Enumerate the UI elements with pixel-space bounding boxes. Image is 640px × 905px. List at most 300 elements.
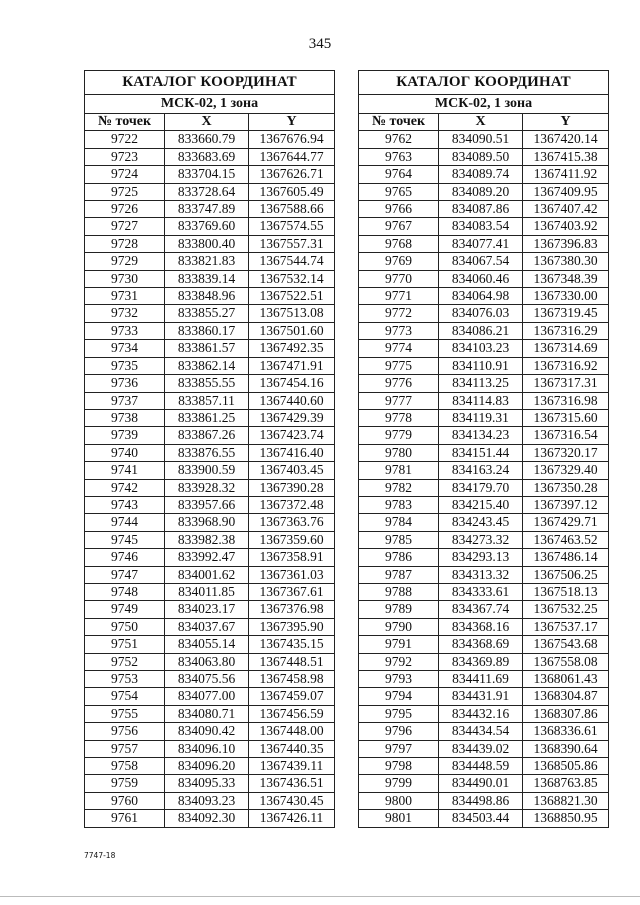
table-row	[85, 409, 335, 426]
x-coordinate: 833860.17	[165, 322, 249, 339]
y-coordinate: 1367403.92	[523, 218, 609, 235]
y-coordinate: 1368304.87	[523, 688, 609, 705]
y-coordinate: 1367415.38	[523, 148, 609, 165]
table-row	[85, 357, 335, 374]
table-title: КАТАЛОГ КООРДИНАТ	[359, 71, 609, 95]
column-header-y: Y	[249, 114, 335, 131]
x-coordinate: 834096.20	[165, 758, 249, 775]
y-coordinate: 1367372.48	[249, 496, 335, 513]
table-row	[85, 758, 335, 775]
x-coordinate: 833683.69	[165, 148, 249, 165]
point-number: 9742	[85, 479, 165, 496]
point-number: 9732	[85, 305, 165, 322]
coordinate-catalog-table-right	[358, 70, 609, 828]
table-row	[85, 775, 335, 792]
y-coordinate: 1367456.59	[249, 705, 335, 722]
x-coordinate: 833928.32	[165, 479, 249, 496]
x-coordinate: 833769.60	[165, 218, 249, 235]
x-coordinate: 834023.17	[165, 601, 249, 618]
point-number: 9756	[85, 723, 165, 740]
y-coordinate: 1367558.08	[523, 653, 609, 670]
point-number: 9736	[85, 375, 165, 392]
y-coordinate: 1367448.00	[249, 723, 335, 740]
point-number: 9795	[359, 705, 439, 722]
point-number: 9727	[85, 218, 165, 235]
column-header-x: X	[439, 114, 523, 131]
y-coordinate: 1367319.45	[523, 305, 609, 322]
y-coordinate: 1367426.11	[249, 810, 335, 827]
x-coordinate: 833861.57	[165, 340, 249, 357]
point-number: 9773	[359, 322, 439, 339]
table-row	[359, 496, 609, 513]
point-number: 9738	[85, 409, 165, 426]
point-number: 9740	[85, 444, 165, 461]
table-row	[85, 653, 335, 670]
point-number: 9745	[85, 531, 165, 548]
y-coordinate: 1367363.76	[249, 514, 335, 531]
x-coordinate: 833821.83	[165, 253, 249, 270]
point-number: 9797	[359, 740, 439, 757]
y-coordinate: 1368505.86	[523, 758, 609, 775]
x-coordinate: 833855.27	[165, 305, 249, 322]
point-number: 9734	[85, 340, 165, 357]
point-number: 9782	[359, 479, 439, 496]
point-number: 9741	[85, 462, 165, 479]
y-coordinate: 1367626.71	[249, 166, 335, 183]
point-number: 9763	[359, 148, 439, 165]
x-coordinate: 834215.40	[439, 496, 523, 513]
x-coordinate: 833992.47	[165, 549, 249, 566]
y-coordinate: 1368307.86	[523, 705, 609, 722]
table-row	[359, 636, 609, 653]
point-number: 9731	[85, 288, 165, 305]
x-coordinate: 834093.23	[165, 792, 249, 809]
x-coordinate: 834432.16	[439, 705, 523, 722]
point-number: 9790	[359, 618, 439, 635]
x-coordinate: 834080.71	[165, 705, 249, 722]
table-row	[85, 705, 335, 722]
point-number: 9759	[85, 775, 165, 792]
table-row	[85, 723, 335, 740]
point-number: 9758	[85, 758, 165, 775]
column-header-point: № точек	[85, 114, 165, 131]
table-row	[359, 671, 609, 688]
point-number: 9725	[85, 183, 165, 200]
y-coordinate: 1367458.98	[249, 671, 335, 688]
table-row	[85, 671, 335, 688]
y-coordinate: 1368061.43	[523, 671, 609, 688]
x-coordinate: 834490.01	[439, 775, 523, 792]
point-number: 9798	[359, 758, 439, 775]
table-row	[359, 653, 609, 670]
y-coordinate: 1367537.17	[523, 618, 609, 635]
x-coordinate: 834434.54	[439, 723, 523, 740]
point-number: 9778	[359, 409, 439, 426]
table-row	[359, 723, 609, 740]
x-coordinate: 833862.14	[165, 357, 249, 374]
y-coordinate: 1368821.30	[523, 792, 609, 809]
point-number: 9800	[359, 792, 439, 809]
table-row	[85, 601, 335, 618]
table-row	[359, 148, 609, 165]
y-coordinate: 1367397.12	[523, 496, 609, 513]
y-coordinate: 1368336.61	[523, 723, 609, 740]
point-number: 9786	[359, 549, 439, 566]
x-coordinate: 834055.14	[165, 636, 249, 653]
table-row	[85, 148, 335, 165]
table-row	[85, 583, 335, 600]
table-row	[359, 775, 609, 792]
x-coordinate: 834179.70	[439, 479, 523, 496]
x-coordinate: 834090.42	[165, 723, 249, 740]
x-coordinate: 833867.26	[165, 427, 249, 444]
x-coordinate: 834086.21	[439, 322, 523, 339]
point-number: 9775	[359, 357, 439, 374]
y-coordinate: 1367390.28	[249, 479, 335, 496]
y-coordinate: 1367407.42	[523, 201, 609, 218]
y-coordinate: 1367574.55	[249, 218, 335, 235]
point-number: 9750	[85, 618, 165, 635]
table-row	[359, 131, 609, 148]
x-coordinate: 834119.31	[439, 409, 523, 426]
table-row	[85, 305, 335, 322]
y-coordinate: 1367644.77	[249, 148, 335, 165]
point-number: 9772	[359, 305, 439, 322]
table-row	[359, 531, 609, 548]
table-row	[359, 166, 609, 183]
table-row	[85, 183, 335, 200]
y-coordinate: 1367330.00	[523, 288, 609, 305]
x-coordinate: 834313.32	[439, 566, 523, 583]
table-row	[85, 566, 335, 583]
table-row	[85, 740, 335, 757]
point-number: 9769	[359, 253, 439, 270]
point-number: 9757	[85, 740, 165, 757]
table-row	[85, 531, 335, 548]
x-coordinate: 834090.51	[439, 131, 523, 148]
x-coordinate: 834089.50	[439, 148, 523, 165]
x-coordinate: 833839.14	[165, 270, 249, 287]
y-coordinate: 1367358.91	[249, 549, 335, 566]
x-coordinate: 834075.56	[165, 671, 249, 688]
point-number: 9754	[85, 688, 165, 705]
x-coordinate: 833861.25	[165, 409, 249, 426]
table-row	[359, 305, 609, 322]
table-row	[359, 322, 609, 339]
table-row	[85, 427, 335, 444]
y-coordinate: 1367429.71	[523, 514, 609, 531]
table-row	[85, 201, 335, 218]
y-coordinate: 1367429.39	[249, 409, 335, 426]
table-row	[85, 131, 335, 148]
table-row	[359, 758, 609, 775]
y-coordinate: 1367411.92	[523, 166, 609, 183]
x-coordinate: 834077.41	[439, 235, 523, 252]
table-zone: МСК-02, 1 зона	[359, 95, 609, 114]
table-row	[359, 392, 609, 409]
x-coordinate: 834439.02	[439, 740, 523, 757]
x-coordinate: 834110.91	[439, 357, 523, 374]
x-coordinate: 834503.44	[439, 810, 523, 827]
point-number: 9801	[359, 810, 439, 827]
point-number: 9743	[85, 496, 165, 513]
table-row	[359, 444, 609, 461]
y-coordinate: 1367416.40	[249, 444, 335, 461]
point-number: 9784	[359, 514, 439, 531]
point-number: 9793	[359, 671, 439, 688]
x-coordinate: 834273.32	[439, 531, 523, 548]
x-coordinate: 834293.13	[439, 549, 523, 566]
x-coordinate: 833747.89	[165, 201, 249, 218]
y-coordinate: 1367361.03	[249, 566, 335, 583]
y-coordinate: 1367676.94	[249, 131, 335, 148]
point-number: 9777	[359, 392, 439, 409]
table-row	[85, 462, 335, 479]
coordinate-catalog-table-left	[84, 70, 335, 828]
y-coordinate: 1367350.28	[523, 479, 609, 496]
x-coordinate: 834037.67	[165, 618, 249, 635]
x-coordinate: 834092.30	[165, 810, 249, 827]
point-number: 9765	[359, 183, 439, 200]
x-coordinate: 834448.59	[439, 758, 523, 775]
y-coordinate: 1368850.95	[523, 810, 609, 827]
point-number: 9771	[359, 288, 439, 305]
point-number: 9789	[359, 601, 439, 618]
point-number: 9730	[85, 270, 165, 287]
point-number: 9762	[359, 131, 439, 148]
point-number: 9794	[359, 688, 439, 705]
point-number: 9776	[359, 375, 439, 392]
table-row	[85, 514, 335, 531]
x-coordinate: 833848.96	[165, 288, 249, 305]
y-coordinate: 1367463.52	[523, 531, 609, 548]
x-coordinate: 833982.38	[165, 531, 249, 548]
table-row	[359, 549, 609, 566]
y-coordinate: 1367380.30	[523, 253, 609, 270]
point-number: 9748	[85, 583, 165, 600]
table-row	[359, 792, 609, 809]
x-coordinate: 834411.69	[439, 671, 523, 688]
y-coordinate: 1367409.95	[523, 183, 609, 200]
x-coordinate: 834011.85	[165, 583, 249, 600]
point-number: 9780	[359, 444, 439, 461]
x-coordinate: 833900.59	[165, 462, 249, 479]
table-body	[85, 131, 335, 827]
table-row	[359, 375, 609, 392]
x-coordinate: 834067.54	[439, 253, 523, 270]
y-coordinate: 1367359.60	[249, 531, 335, 548]
table-row	[85, 288, 335, 305]
y-coordinate: 1367329.40	[523, 462, 609, 479]
table-row	[359, 427, 609, 444]
table-row	[85, 322, 335, 339]
y-coordinate: 1367395.90	[249, 618, 335, 635]
y-coordinate: 1367544.74	[249, 253, 335, 270]
x-coordinate: 834076.03	[439, 305, 523, 322]
x-coordinate: 834134.23	[439, 427, 523, 444]
table-row	[359, 601, 609, 618]
point-number: 9746	[85, 549, 165, 566]
y-coordinate: 1367316.29	[523, 322, 609, 339]
x-coordinate: 834243.45	[439, 514, 523, 531]
table-row	[85, 479, 335, 496]
document-code: 7747-18	[84, 851, 116, 860]
y-coordinate: 1367430.45	[249, 792, 335, 809]
y-coordinate: 1367506.25	[523, 566, 609, 583]
point-number: 9722	[85, 131, 165, 148]
column-header-x: X	[165, 114, 249, 131]
y-coordinate: 1367532.14	[249, 270, 335, 287]
point-number: 9788	[359, 583, 439, 600]
x-coordinate: 834431.91	[439, 688, 523, 705]
x-coordinate: 833968.90	[165, 514, 249, 531]
y-coordinate: 1367543.68	[523, 636, 609, 653]
y-coordinate: 1367376.98	[249, 601, 335, 618]
point-number: 9764	[359, 166, 439, 183]
table-row	[359, 479, 609, 496]
y-coordinate: 1368390.64	[523, 740, 609, 757]
y-coordinate: 1367316.54	[523, 427, 609, 444]
x-coordinate: 833857.11	[165, 392, 249, 409]
y-coordinate: 1367492.35	[249, 340, 335, 357]
point-number: 9723	[85, 148, 165, 165]
y-coordinate: 1367314.69	[523, 340, 609, 357]
x-coordinate: 834096.10	[165, 740, 249, 757]
table-row	[359, 583, 609, 600]
column-header-y: Y	[523, 114, 609, 131]
point-number: 9749	[85, 601, 165, 618]
point-number: 9799	[359, 775, 439, 792]
table-row	[359, 618, 609, 635]
page-number: 345	[308, 36, 332, 52]
y-coordinate: 1367367.61	[249, 583, 335, 600]
table-row	[359, 462, 609, 479]
x-coordinate: 834063.80	[165, 653, 249, 670]
point-number: 9774	[359, 340, 439, 357]
table-row	[359, 183, 609, 200]
point-number: 9726	[85, 201, 165, 218]
table-row	[85, 166, 335, 183]
point-number: 9785	[359, 531, 439, 548]
point-number: 9770	[359, 270, 439, 287]
y-coordinate: 1367459.07	[249, 688, 335, 705]
point-number: 9792	[359, 653, 439, 670]
table-row	[359, 218, 609, 235]
table-row	[359, 566, 609, 583]
point-number: 9760	[85, 792, 165, 809]
y-coordinate: 1367486.14	[523, 549, 609, 566]
point-number: 9728	[85, 235, 165, 252]
table-row	[359, 288, 609, 305]
x-coordinate: 834498.86	[439, 792, 523, 809]
x-coordinate: 834368.16	[439, 618, 523, 635]
y-coordinate: 1368763.85	[523, 775, 609, 792]
x-coordinate: 834113.25	[439, 375, 523, 392]
x-coordinate: 834114.83	[439, 392, 523, 409]
x-coordinate: 834001.62	[165, 566, 249, 583]
point-number: 9779	[359, 427, 439, 444]
table-row	[359, 705, 609, 722]
x-coordinate: 833704.15	[165, 166, 249, 183]
point-number: 9791	[359, 636, 439, 653]
point-number: 9783	[359, 496, 439, 513]
x-coordinate: 834083.54	[439, 218, 523, 235]
table-row	[85, 340, 335, 357]
point-number: 9761	[85, 810, 165, 827]
y-coordinate: 1367420.14	[523, 131, 609, 148]
point-number: 9733	[85, 322, 165, 339]
y-coordinate: 1367423.74	[249, 427, 335, 444]
table-row	[85, 392, 335, 409]
y-coordinate: 1367320.17	[523, 444, 609, 461]
point-number: 9767	[359, 218, 439, 235]
point-number: 9747	[85, 566, 165, 583]
y-coordinate: 1367513.08	[249, 305, 335, 322]
x-coordinate: 833660.79	[165, 131, 249, 148]
x-coordinate: 833957.66	[165, 496, 249, 513]
table-row	[85, 549, 335, 566]
point-number: 9781	[359, 462, 439, 479]
table-row	[359, 270, 609, 287]
y-coordinate: 1367522.51	[249, 288, 335, 305]
y-coordinate: 1367448.51	[249, 653, 335, 670]
y-coordinate: 1367317.31	[523, 375, 609, 392]
x-coordinate: 833855.55	[165, 375, 249, 392]
y-coordinate: 1367532.25	[523, 601, 609, 618]
point-number: 9739	[85, 427, 165, 444]
table-row	[359, 235, 609, 252]
table-row	[85, 218, 335, 235]
y-coordinate: 1367403.45	[249, 462, 335, 479]
y-coordinate: 1367315.60	[523, 409, 609, 426]
x-coordinate: 833728.64	[165, 183, 249, 200]
y-coordinate: 1367435.15	[249, 636, 335, 653]
table-row	[85, 618, 335, 635]
x-coordinate: 834089.20	[439, 183, 523, 200]
y-coordinate: 1367501.60	[249, 322, 335, 339]
point-number: 9751	[85, 636, 165, 653]
x-coordinate: 834077.00	[165, 688, 249, 705]
y-coordinate: 1367454.16	[249, 375, 335, 392]
table-row	[359, 688, 609, 705]
table-row	[85, 253, 335, 270]
x-coordinate: 834369.89	[439, 653, 523, 670]
x-coordinate: 834089.74	[439, 166, 523, 183]
table-body	[359, 131, 609, 827]
y-coordinate: 1367439.11	[249, 758, 335, 775]
x-coordinate: 834087.86	[439, 201, 523, 218]
table-row	[85, 375, 335, 392]
x-coordinate: 834163.24	[439, 462, 523, 479]
point-number: 9752	[85, 653, 165, 670]
table-row	[85, 235, 335, 252]
y-coordinate: 1367440.60	[249, 392, 335, 409]
x-coordinate: 834095.33	[165, 775, 249, 792]
point-number: 9766	[359, 201, 439, 218]
page-edge-line	[0, 896, 640, 897]
table-row	[359, 514, 609, 531]
table-row	[359, 810, 609, 827]
table-row	[85, 636, 335, 653]
table-row	[359, 340, 609, 357]
x-coordinate: 834064.98	[439, 288, 523, 305]
y-coordinate: 1367440.35	[249, 740, 335, 757]
point-number: 9787	[359, 566, 439, 583]
point-number: 9744	[85, 514, 165, 531]
table-row	[85, 496, 335, 513]
y-coordinate: 1367316.92	[523, 357, 609, 374]
y-coordinate: 1367557.31	[249, 235, 335, 252]
